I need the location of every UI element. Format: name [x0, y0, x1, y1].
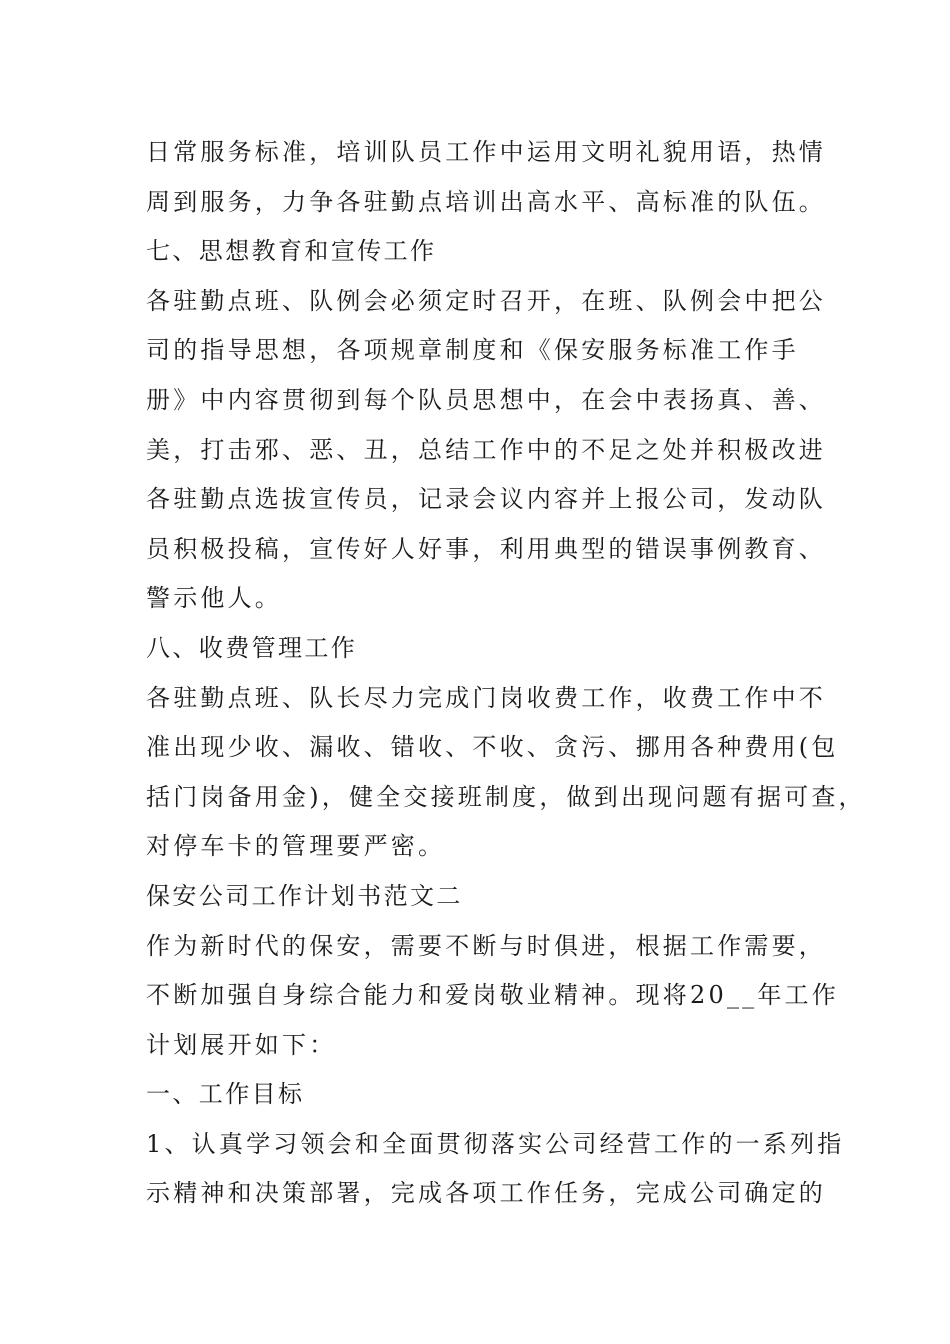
paragraph-line: 对停车卡的管理要严密。 [146, 832, 446, 861]
paragraph-line: 周到服务，力争各驻勤点培训出高水平、高标准的队伍。 [146, 187, 826, 216]
paragraph-line: 日常服务标准，培训队员工作中运用文明礼貌用语，热情 [146, 138, 826, 166]
paragraph-line: 计划展开如下： [146, 1030, 337, 1059]
paragraph-line: 员积极投稿，宣传好人好事，利用典型的错误事例教育、 [146, 534, 826, 563]
paragraph-line: 示精神和决策部署，完成各项工作任务，完成公司确定的 [146, 1179, 826, 1208]
paragraph-line: 1、认真学习领会和全面贯彻落实公司经营工作的一系列指 [146, 1129, 845, 1158]
paragraph-line: 美，打击邪、恶、丑，总结工作中的不足之处并积极改进 [146, 435, 826, 464]
document-subtitle: 保安公司工作计划书范文二 [146, 881, 463, 910]
paragraph-line: 警示他人。 [146, 584, 282, 613]
section-heading: 一、工作目标 [146, 1080, 305, 1109]
paragraph-line: 司的指导思想，各项规章制度和《保安服务标准工作手 [146, 336, 799, 365]
paragraph-line: 不断加强自身综合能力和爱岗敬业精神。现将20__年工作 [146, 981, 839, 1010]
paragraph-line: 册》中内容贯彻到每个队员思想中，在会中表扬真、善、 [146, 385, 826, 414]
paragraph-line: 各驻勤点班、队例会必须定时召开，在班、队例会中把公 [146, 286, 826, 315]
paragraph-line: 括门岗备用金)，健全交接班制度，做到出现问题有据可查， [146, 782, 866, 811]
paragraph-line: 各驻勤点班、队长尽力完成门岗收费工作，收费工作中不 [146, 683, 826, 712]
section-heading: 八、收费管理工作 [146, 633, 358, 662]
paragraph-line: 各驻勤点选拔宣传员，记录会议内容并上报公司，发动队 [146, 485, 826, 514]
paragraph-line: 作为新时代的保安，需要不断与时俱进，根据工作需要， [146, 931, 826, 960]
document-body [146, 128, 866, 1219]
section-heading: 七、思想教育和宣传工作 [146, 237, 437, 266]
paragraph-line: 准出现少收、漏收、错收、不收、贪污、挪用各种费用(包 [146, 733, 839, 762]
